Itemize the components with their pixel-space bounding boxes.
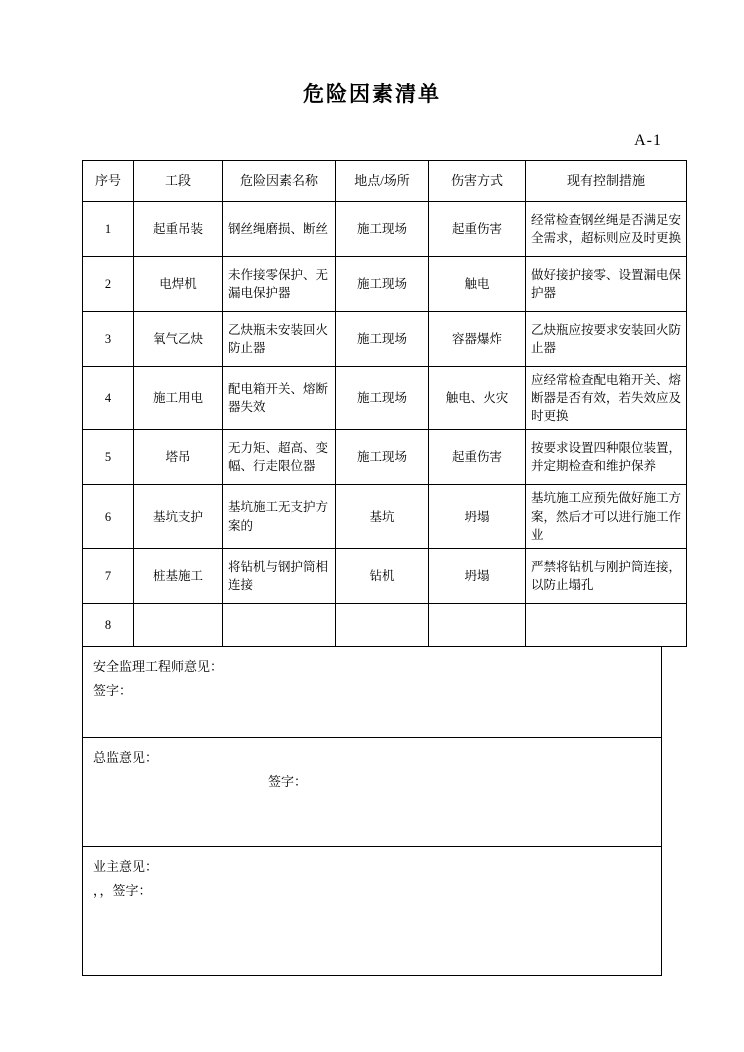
chief-supervisor-opinion-row: [83, 737, 662, 846]
cell-stage: 施工用电: [134, 367, 223, 430]
column-header-place: 地点/场所: [336, 161, 429, 202]
table-row: [83, 202, 687, 257]
chief-supervisor-opinion-block: [83, 737, 662, 846]
cell-measure: 应经常检查配电箱开关、熔断器是否有效，若失效应及时更换: [526, 367, 687, 430]
column-header-stage: 工段: [134, 161, 223, 202]
cell-place: 施工现场: [336, 430, 429, 485]
owner-signature-label: ，，签字：: [93, 883, 152, 899]
safety-engineer-opinion-row: [83, 647, 662, 738]
cell-place: [336, 603, 429, 646]
cell-harm: [429, 603, 526, 646]
table-row: [83, 603, 687, 646]
table-row: [83, 312, 687, 367]
table-row: [83, 257, 687, 312]
cell-name: [223, 603, 336, 646]
cell-num: 4: [83, 367, 134, 430]
cell-measure: 按要求设置四种限位装置，并定期检查和维护保养: [526, 430, 687, 485]
owner-opinion-label: 业主意见：: [93, 858, 159, 874]
document-code: A-1: [634, 132, 662, 149]
cell-harm: 触电、火灾: [429, 367, 526, 430]
cell-stage: 电焊机: [134, 257, 223, 312]
hazard-table-container: [0, 150, 744, 647]
column-header-harm: 伤害方式: [429, 161, 526, 202]
column-header-name: 危险因素名称: [223, 161, 336, 202]
cell-measure: 经常检查钢丝绳是否满足安全需求，超标则应及时更换: [526, 202, 687, 257]
page-title: 危险因素清单: [303, 82, 441, 106]
cell-name: 将钻机与钢护筒相连接: [223, 548, 336, 603]
cell-num: 5: [83, 430, 134, 485]
table-row: [83, 548, 687, 603]
cell-stage: 基坑支护: [134, 485, 223, 548]
cell-measure: 严禁将钻机与刚护筒连接，以防止塌孔: [526, 548, 687, 603]
cell-stage: 氧气乙炔: [134, 312, 223, 367]
table-header: [83, 161, 687, 202]
cell-place: 施工现场: [336, 202, 429, 257]
table-row: [83, 430, 687, 485]
table-header-row: [83, 161, 687, 202]
cell-place: 钻机: [336, 548, 429, 603]
signature-sections: [0, 647, 744, 976]
owner-opinion-block: [83, 846, 662, 975]
cell-measure: 做好接护接零、设置漏电保护器: [526, 257, 687, 312]
cell-num: 3: [83, 312, 134, 367]
cell-name: 无力矩、超高、变幅、行走限位器: [223, 430, 336, 485]
table-body: [83, 202, 687, 647]
chief-supervisor-signature-label: 签字：: [268, 774, 308, 790]
cell-harm: 坍塌: [429, 548, 526, 603]
cell-name: 乙炔瓶未安装回火防止器: [223, 312, 336, 367]
safety-engineer-opinion-label: 安全监理工程师意见：: [93, 658, 224, 674]
cell-stage: 桩基施工: [134, 548, 223, 603]
cell-num: 2: [83, 257, 134, 312]
chief-supervisor-opinion-label: 总监意见：: [93, 749, 159, 765]
signature-table: [82, 647, 662, 976]
cell-num: 7: [83, 548, 134, 603]
cell-stage: 起重吊装: [134, 202, 223, 257]
cell-name: 未作接零保护、无漏电保护器: [223, 257, 336, 312]
column-header-measure: 现有控制措施: [526, 161, 687, 202]
cell-num: 1: [83, 202, 134, 257]
cell-stage: 塔吊: [134, 430, 223, 485]
cell-name: 基坑施工无支护方案的: [223, 485, 336, 548]
cell-measure: 乙炔瓶应按要求安装回火防止器: [526, 312, 687, 367]
cell-place: 施工现场: [336, 257, 429, 312]
table-row: [83, 367, 687, 430]
cell-measure: 基坑施工应预先做好施工方案，然后才可以进行施工作业: [526, 485, 687, 548]
cell-harm: 起重伤害: [429, 202, 526, 257]
cell-measure: [526, 603, 687, 646]
cell-place: 施工现场: [336, 312, 429, 367]
cell-num: 8: [83, 603, 134, 646]
cell-harm: 坍塌: [429, 485, 526, 548]
cell-name: 配电箱开关、熔断器失效: [223, 367, 336, 430]
cell-harm: 容器爆炸: [429, 312, 526, 367]
cell-num: 6: [83, 485, 134, 548]
cell-harm: 触电: [429, 257, 526, 312]
cell-harm: 起重伤害: [429, 430, 526, 485]
cell-name: 钢丝绳磨损、断丝: [223, 202, 336, 257]
table-row: [83, 485, 687, 548]
owner-opinion-row: [83, 846, 662, 975]
safety-engineer-opinion-block: [83, 647, 662, 738]
cell-place: 基坑: [336, 485, 429, 548]
column-header-num: 序号: [83, 161, 134, 202]
cell-place: 施工现场: [336, 367, 429, 430]
hazard-table: [82, 160, 687, 647]
safety-engineer-signature-label: 签字：: [93, 683, 133, 699]
cell-stage: [134, 603, 223, 646]
